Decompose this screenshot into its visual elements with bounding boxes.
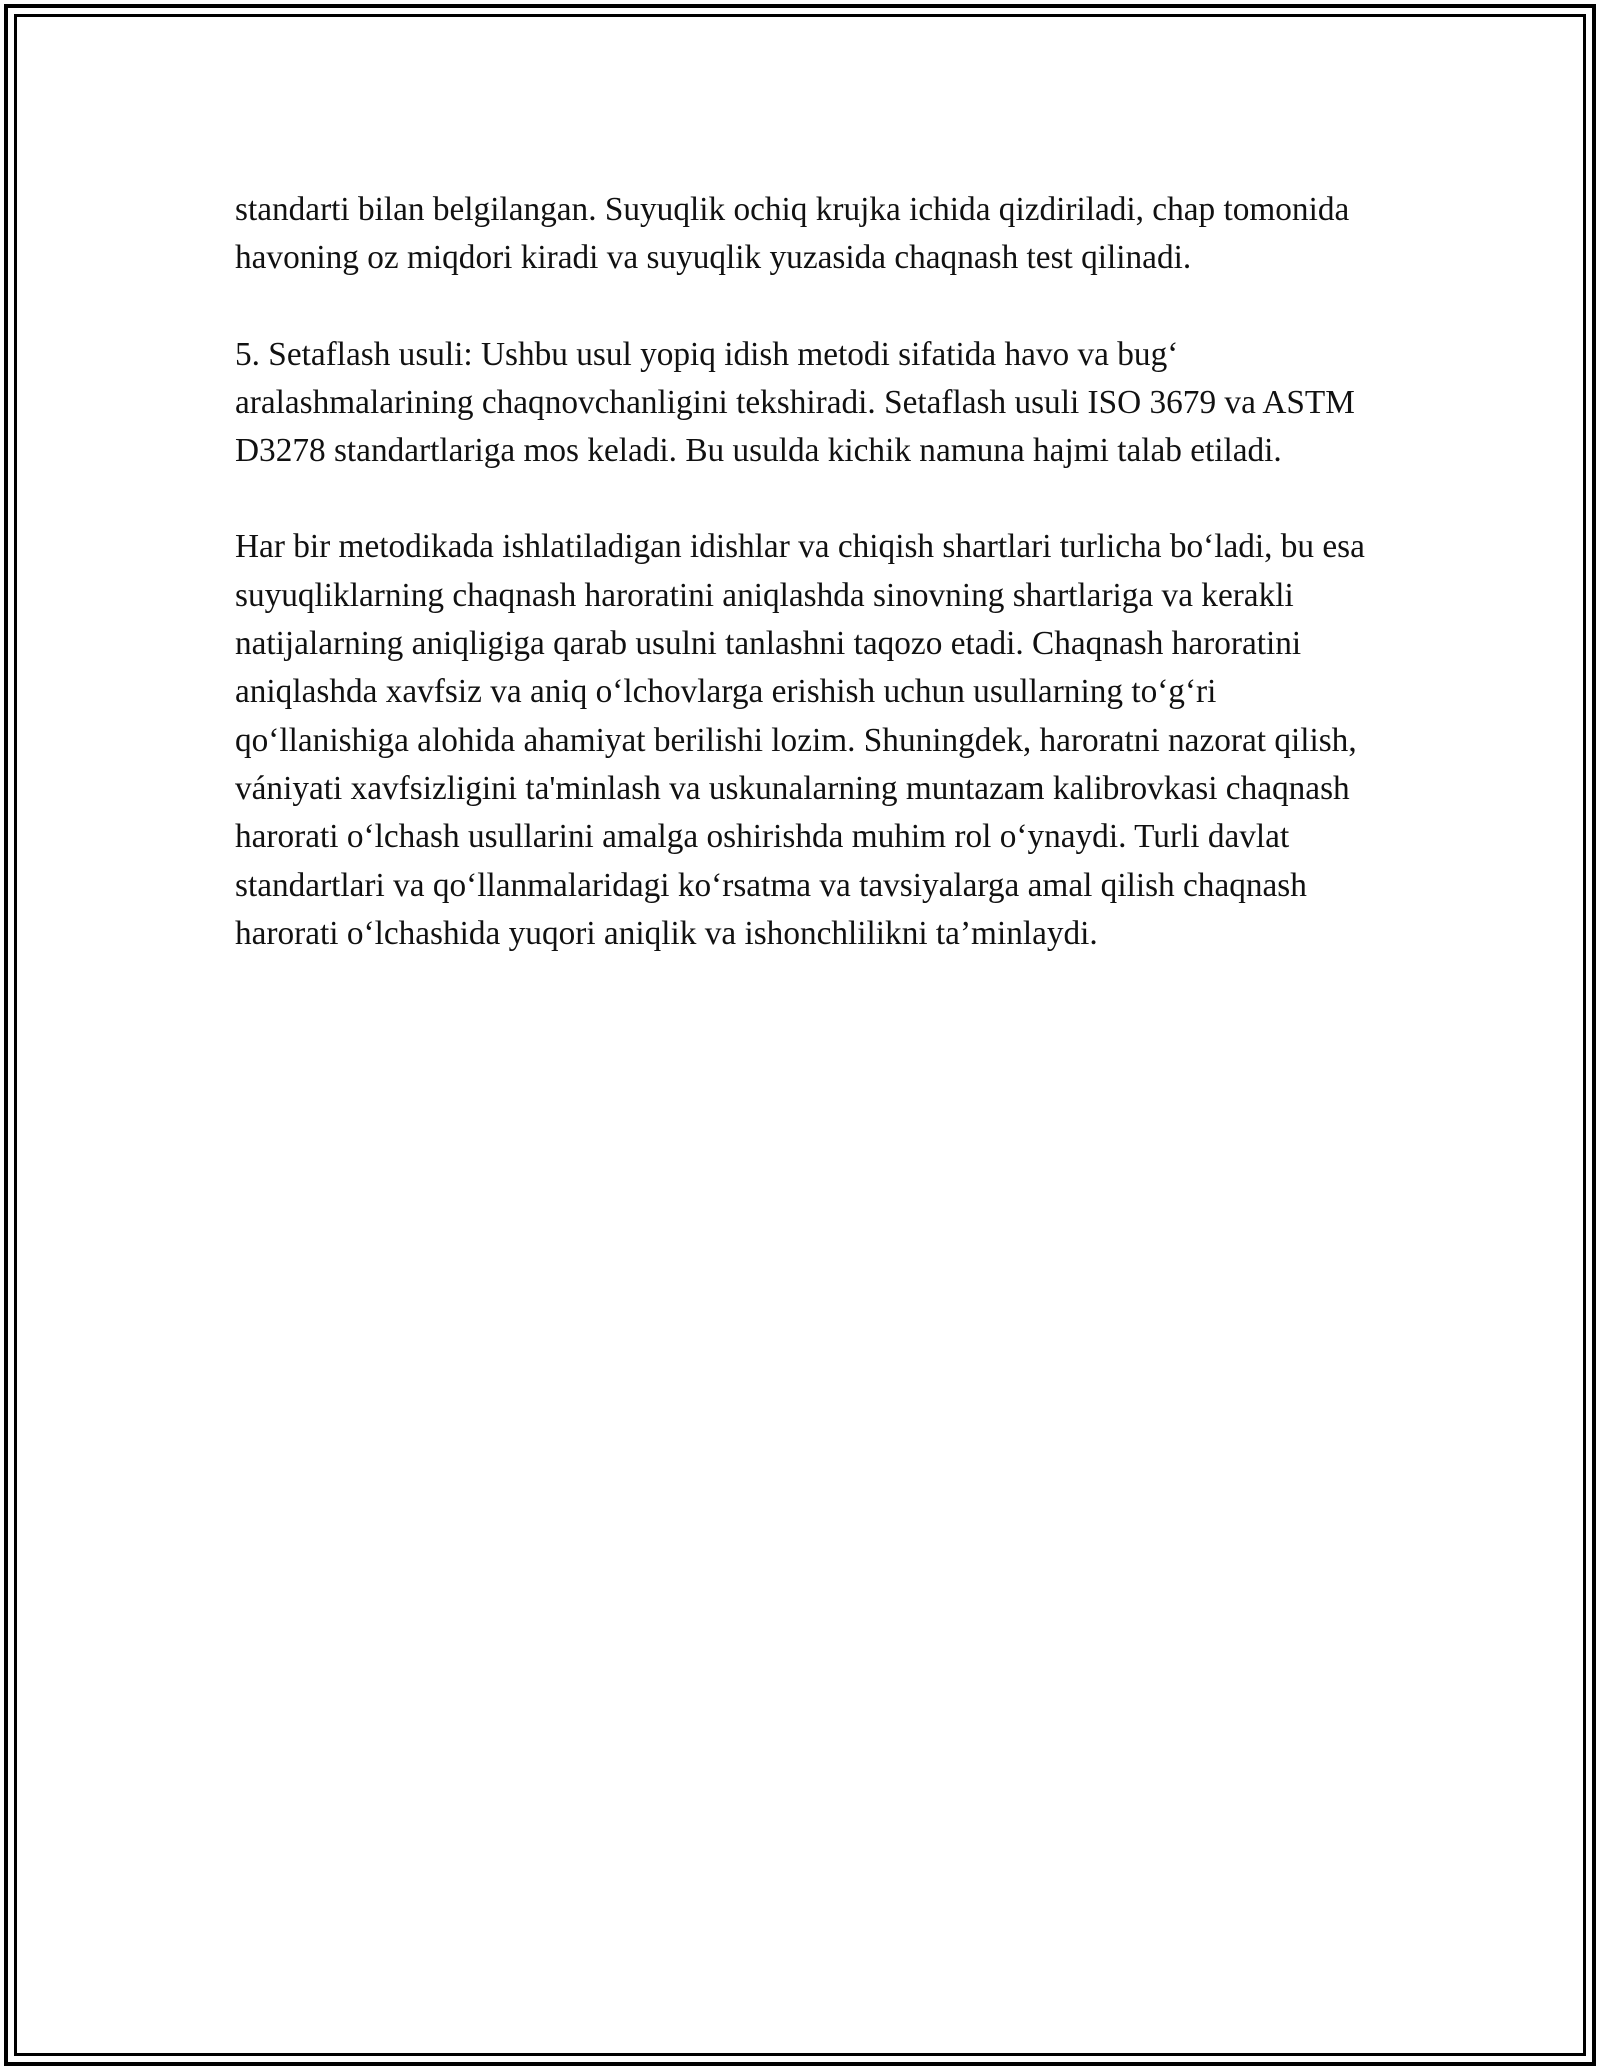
- paragraph-setaflash-method: 5. Setaflash usuli: Ushbu usul yopiq idish metodi sifatida havo va bug‘ aralashmalarining chaqnovchanligini tekshiradi. Setaflash usuli ISO 3679 va ASTM D3278 standartlariga mos keladi. Bu usulda kichik namuna hajmi talab etiladi.: [235, 335, 1355, 470]
- paragraph-method-selection: Har bir metodikada ishlatiladigan idishlar va chiqish shartlari turlicha bo‘ladi, bu esa suyuqliklarning chaqnash haroratini aniqlashda sinovning shartlariga va kerakli natijalarning aniqligiga qarab usulni tanlashni taqozo etadi. Chaqnash haroratini aniqlashda xavfsiz va aniq o‘lchovlarga erishish uchun usullarning to‘g‘ri qo‘llanishiga alohida ahamiyat berilishi lozim. Shuningdek, haroratni nazorat qilish, vániyati xavfsizligini ta'minlash va uskunalarning muntazam kalibrovkasi chaqnash harorati o‘lchash usullarini amalga oshirishda muhim rol o‘ynaydi. Turli davlat standartlari va qo‘llanmalaridagi ko‘rsatma va tavsiyalarga amal qilish chaqnash harorati o‘lchashida yuqori aniqlik va ishonchlilikni ta’minlaydi.: [235, 528, 1365, 952]
- paragraph-standard-open-cup: standarti bilan belgilangan. Suyuqlik ochiq krujka ichida qizdiriladi, chap tomonida havoning oz miqdori kiradi va suyuqlik yuzasida chaqnash test qilinadi.: [235, 191, 1350, 277]
- document-body: [235, 186, 1365, 1006]
